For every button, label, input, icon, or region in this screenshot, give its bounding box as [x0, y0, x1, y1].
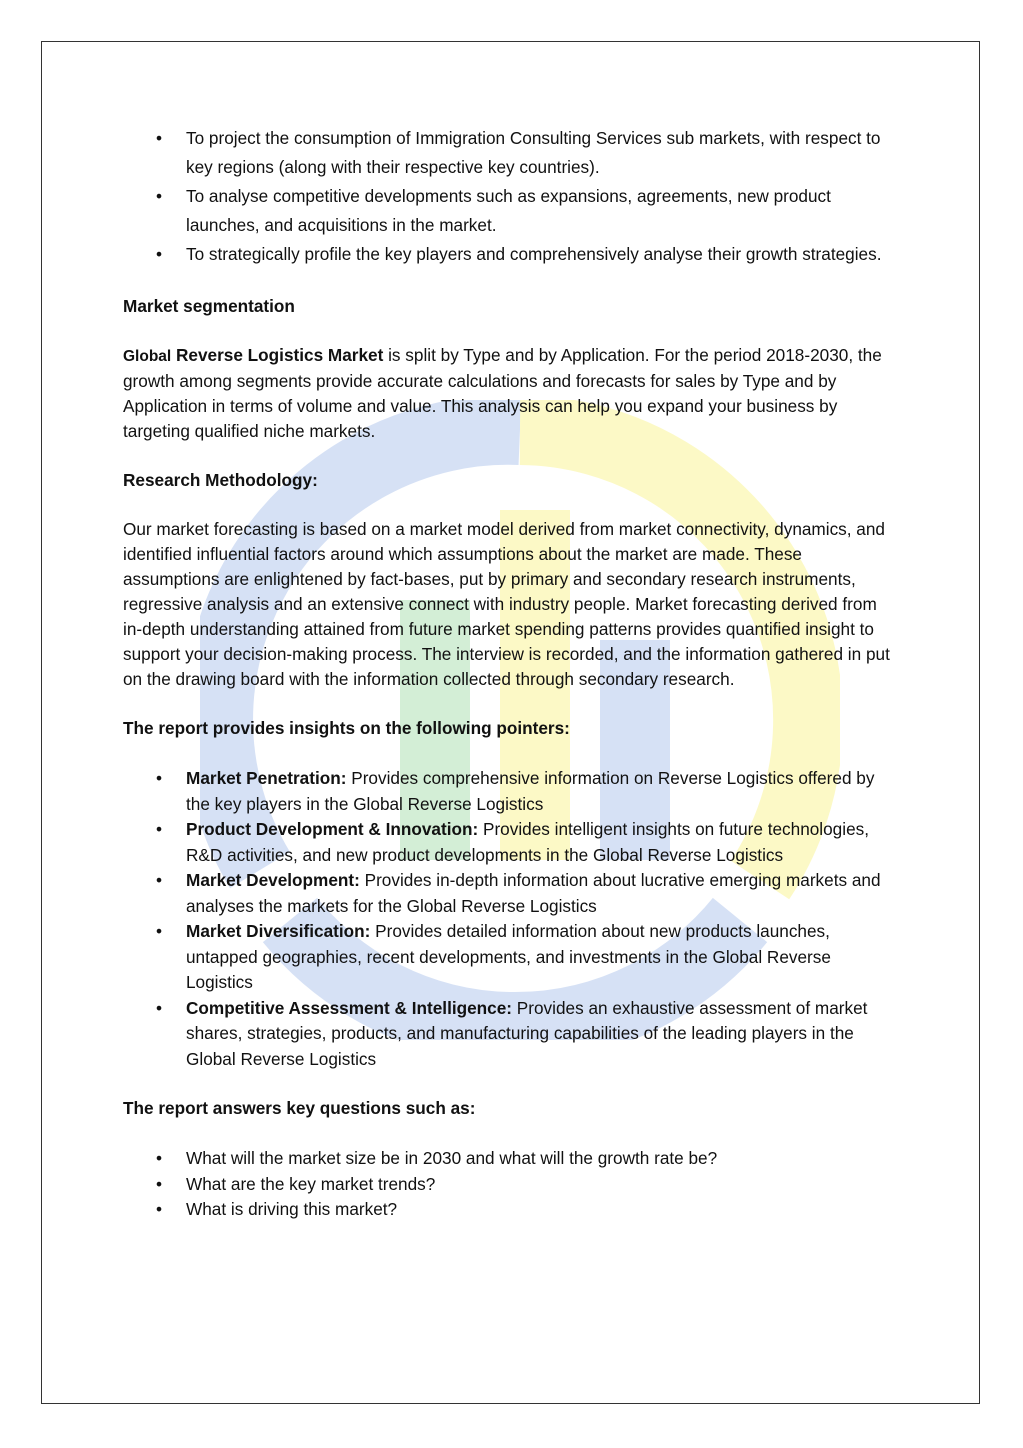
list-item: • To analyse competitive developments such as expansions, agreements, new product launches, and acquisitions in the market. — [123, 182, 898, 240]
bullet-icon: • — [156, 768, 163, 788]
segmentation-lead-small: Global — [123, 348, 172, 365]
bullet-icon: • — [156, 1173, 163, 1194]
list-item: • To strategically profile the key players and comprehensively analyse their growth strategies. — [123, 240, 898, 269]
pointers-heading: The report provides insights on the following pointers: — [123, 718, 570, 738]
bullet-icon: • — [156, 128, 163, 148]
questions-heading: The report answers key questions such as: — [123, 1098, 476, 1118]
list-item: • What will the market size be in 2030 and what will the growth rate be? — [123, 1146, 898, 1172]
bullet-icon: • — [156, 244, 163, 264]
bullet-icon: • — [156, 921, 163, 941]
list-item: • Market Diversification: Provides detailed information about new products launches, untapped geographies, recent developments, and investments in the Global Reverse Logistics — [156, 921, 831, 992]
methodology-heading: Research Methodology: — [123, 470, 318, 490]
list-item: • Market Development: Provides in-depth information about lucrative emerging markets and analyses the markets for the Global Reverse Logistics — [156, 870, 881, 916]
list-item: • What is driving this market? — [123, 1197, 898, 1223]
bullet-icon: • — [156, 870, 163, 890]
list-item: • Market Penetration: Provides comprehensive information on Reverse Logistics offered by the key players in the Global Reverse Logistics — [156, 768, 875, 814]
segmentation-lead-bold: Reverse Logistics Market — [176, 345, 384, 365]
segmentation-text: is split by Type and by Application. For the period 2018-2030, the growth among segments provide accurate calculations and forecasts for sales by Type and by Application in terms of volume and value. This analysis can help you expand your business by targeting qualified niche markets. — [123, 345, 882, 441]
segmentation-heading: Market segmentation — [123, 296, 295, 316]
list-item: • Competitive Assessment & Intelligence: Provides an exhaustive assessment of market shares, strategies, products, and manufacturing capabilities of the leading players in the Global Reverse Logistics — [156, 997, 868, 1069]
list-item: • Product Development & Innovation: Provides intelligent insights on future technologies, R&D activities, and new product developments in the Global Reverse Logistics — [156, 819, 869, 865]
bullet-icon: • — [156, 819, 163, 839]
pointers-list — [123, 766, 898, 1072]
bullet-icon: • — [156, 1199, 163, 1219]
list-item: • What are the key market trends? — [123, 1172, 898, 1198]
questions-list — [123, 1146, 898, 1223]
list-item: • To project the consumption of Immigration Consulting Services sub markets, with respect to key regions (along with their respective key countries). — [123, 124, 898, 182]
methodology-paragraph: Our market forecasting is based on a market model derived from market connectivity, dynamics, and identified influential factors around which assumptions about the market are made. These assumptions are enlightened by fact-bases, put by primary and secondary research instruments, regressive analysis and an extensive connect with industry people. Market forecasting derived from in-depth understanding attained from future market spending patterns provides quantified insight to support your decision-making process. The interview is recorded, and the information gathered in put on the drawing board with the information collected through secondary research. — [123, 519, 890, 689]
bullet-icon: • — [156, 1148, 163, 1168]
bullet-icon: • — [156, 186, 163, 206]
segmentation-paragraph — [123, 343, 898, 444]
bullet-icon: • — [156, 997, 163, 1018]
intro-bullet-list — [123, 124, 898, 269]
document-body — [123, 124, 898, 1223]
